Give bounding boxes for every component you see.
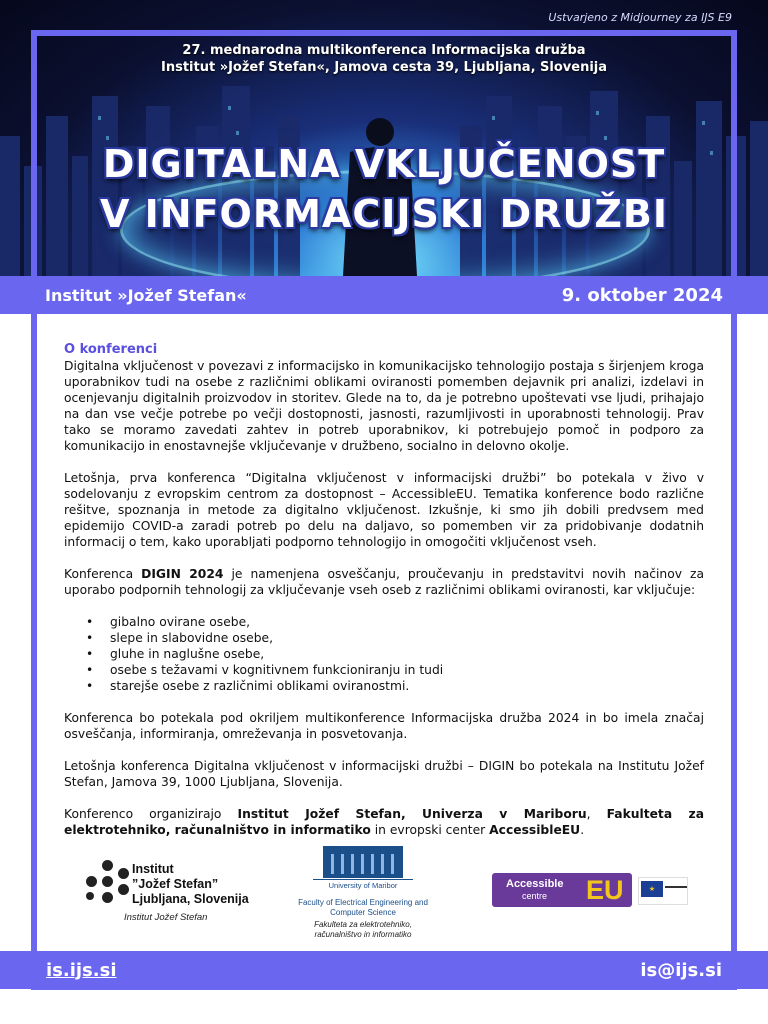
building-icon [323,846,403,878]
ijs-logo: Institut ”Jožef Stefan” Ljubljana, Slovenija Institut Jožef Stefan [86,860,276,928]
page-title-line2: V INFORMACIJSKI DRUŽBI [100,192,668,236]
conference-subtitle: 27. mednarodna multikonferenca Informacijska družba [182,43,586,58]
website-link[interactable]: is.ijs.si [46,959,117,981]
venue-address: Institut »Jožef Stefan«, Jamova cesta 39, Ljubljana, Slovenija [160,60,608,75]
list-item: • gluhe in naglušne osebe, [86,646,704,662]
event-date: 9. oktober 2024 [561,284,723,306]
page-title-line1: DIGITALNA VKLJUČENOST [102,142,666,186]
paragraph-organizers: Konferenco organizirajo Institut Jožef Stefan, Univerza v Mariboru, Fakulteta za elektrotehniko, računalništvo in informatiko in evropski center AccessibleEU. [64,807,704,837]
list-item: • osebe s težavami v kognitivnem funkcioniranju in tudi [86,662,704,678]
institute-name: Institut »Jožef Stefan« [45,285,247,305]
target-groups-list [86,614,704,694]
paragraph-intro: Digitalna vključenost v povezavi z informacijsko in komunikacijsko tehnologijo postaja s širjenjem kroga uporabnikov tudi na osebe z različnimi oblikami oviranosti pomemben dejavnik pri analizi, izdelavi in ocenjevanju digitalnih proizvodov in storitev. Glede na to, da je potrebno upoštevati vse ljudi, prihajajo na dan vse večje potrebe po večji dostopnosti, jasnosti, razumljivosti in uporabnosti tehnologij. Prav tako se moramo zavedati zahtev in potreb uporabnikov, ki potrebujejo pomoč in podporo za komunikacijo in enostavnejše vključevanje v družbeno, socialno in delovno okolje. [64,359,704,453]
image-credit: Ustvarjeno z Midjourney za IJS E9 [548,11,732,24]
paragraph-venue: Letošnja konferenca Digitalna vključenost v informacijski družbi – DIGIN bo potekala na Institutu Jožef Stefan, Jamova 39, 1000 Ljubljana, Slovenija. [64,759,704,789]
paragraph-digin: Konferenca DIGIN 2024 je namenjena osveščanju, proučevanju in predstavitvi novih načinov za uporabo podpornih tehnologij za vključevanje vseh oseb z različnimi oblikami oviranosti, kar vključuje: [64,567,705,597]
main-content [64,342,704,854]
paragraph-multiconference: Konferenca bo potekala pod okriljem multikonference Informacijska družba 2024 in bo imela značaj osveščanja, informiranja, omreževanja in posvetovanja. [64,711,704,741]
info-bar [0,276,768,314]
list-item: • slepe in slabovidne osebe, [86,630,704,646]
section-heading: O konferenci [64,342,158,357]
university-maribor-logo: University of Maribor Faculty of Electrical Engineering and Computer Science Fakulteta za elektrotehniko, računalništvo in informatiko [293,846,433,942]
ijs-dots-icon [86,860,130,904]
paragraph-first-conference: Letošnja, prva konferenca “Digitalna vključenost v informacijski družbi” bo potekala v živo v sodelovanju z evropskim centrom za dostopnost – AccessibleEU. Tematika konference bodo različne rešitve, spoznanja in metode za digitalno vključenost. Izkušnje, ki smo jih dobili predvsem med epidemijo COVID-a zaradi potreb po delu na daljavo, so pomemben vir za pridobivanje dodatnih informacij o tem, kako uporabljati podporno tehnologijo in omogočiti vključenost vseh. [64,471,704,549]
ijs-caption: Institut Jožef Stefan [124,912,208,923]
footer-bar [0,951,768,989]
eu-flag-icon: ★ [638,877,688,905]
list-item: • gibalno ovirane osebe, [86,614,704,630]
email-address[interactable]: is@ijs.si [640,959,722,981]
accessibleeu-logo: Accessible centre EU ★ [492,873,698,907]
list-item: • starejše osebe z različnimi oblikami oviranostmi. [86,678,704,694]
digin-name: DIGIN 2024 [141,567,224,581]
